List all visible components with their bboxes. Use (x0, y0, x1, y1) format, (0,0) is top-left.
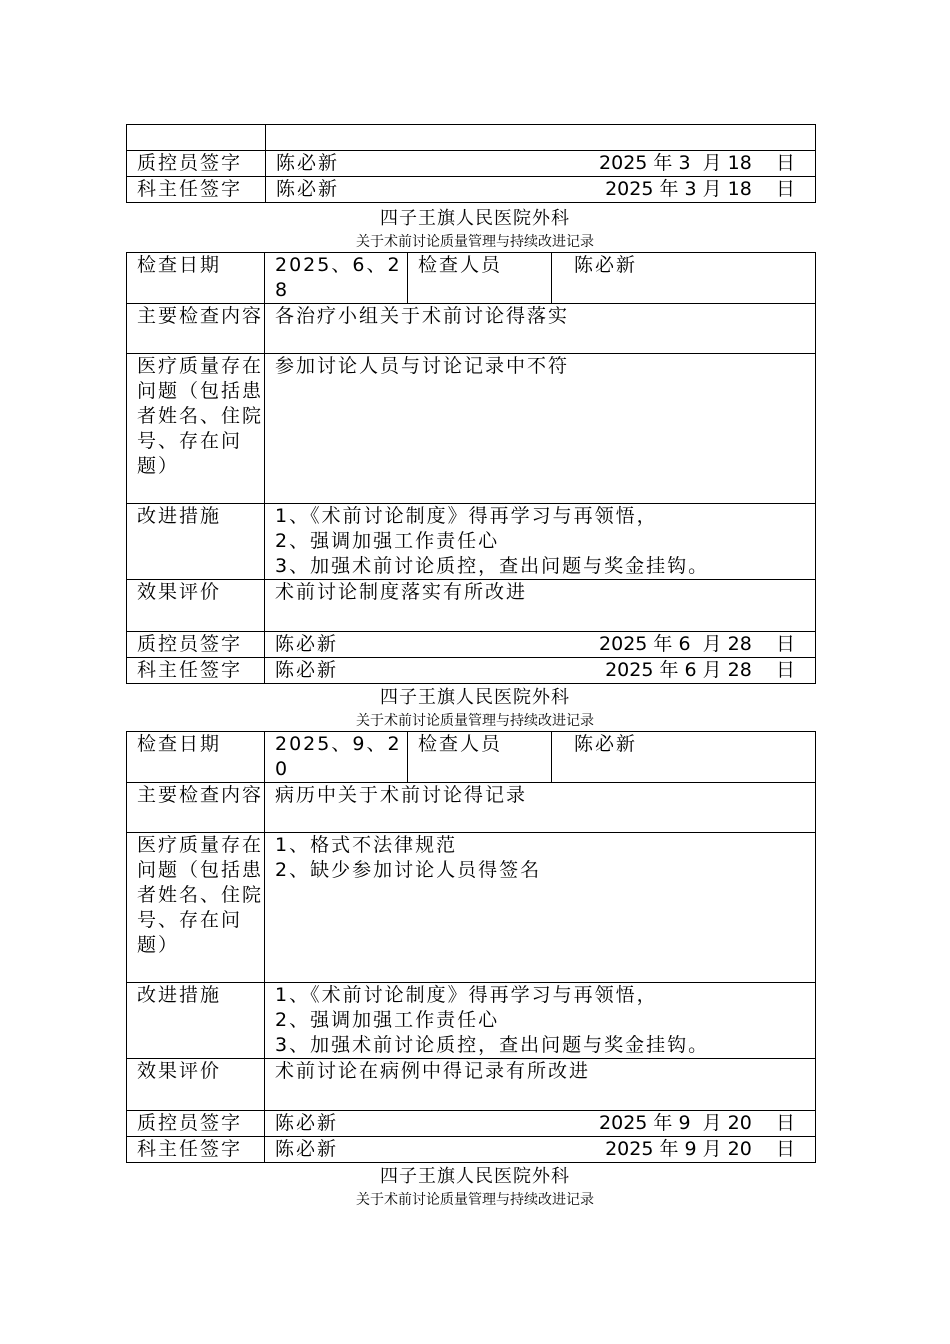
director-signature-cell (265, 1137, 816, 1163)
director-name: 陈必新 (275, 1138, 339, 1160)
measure-label: 改进措施 (127, 983, 265, 1059)
measure-line: 1、《术前讨论制度》得再学习与再领悟， (275, 984, 658, 1006)
record-subtitle: 关于术前讨论质量管理与持续改进记录 (356, 234, 594, 250)
qc-signature-label: 质控员签字 (127, 632, 265, 658)
director-signature-cell (265, 658, 816, 684)
effect-label: 效果评价 (127, 580, 265, 632)
qc-name: 陈必新 (275, 633, 339, 655)
director-date: 2025 年 9 月 20 日 (605, 1138, 795, 1160)
record-table-1 (126, 252, 816, 684)
problem-line: 参加讨论人员与讨论记录中不符 (275, 355, 570, 377)
measure-label: 改进措施 (127, 504, 265, 580)
effect-value: 术前讨论在病例中得记录有所改进 (265, 1059, 816, 1111)
date-label: 检查日期 (127, 732, 265, 783)
problem-label: 医疗质量存在问题（包括患者姓名、住院号、存在问题） (127, 354, 265, 504)
date-value: 2025、6、28 (265, 253, 408, 304)
empty-cell (127, 125, 266, 151)
qc-date: 2025 年 6 月 28 日 (599, 633, 795, 655)
hospital-title: 四子王旗人民医院外科 (380, 208, 570, 229)
content-label: 主要检查内容 (127, 304, 265, 354)
qc-name: 陈必新 (276, 152, 340, 174)
director-signature-label: 科主任签字 (127, 658, 265, 684)
measure-line: 1、《术前讨论制度》得再学习与再领悟， (275, 505, 658, 527)
record-subtitle: 关于术前讨论质量管理与持续改进记录 (356, 1192, 594, 1208)
record-subtitle: 关于术前讨论质量管理与持续改进记录 (356, 713, 594, 729)
content-value: 各治疗小组关于术前讨论得落实 (265, 304, 816, 354)
director-signature-label: 科主任签字 (127, 177, 266, 203)
director-name: 陈必新 (276, 178, 340, 200)
measure-line: 3、加强术前讨论质控，查出问题与奖金挂钩。 (275, 1034, 710, 1056)
content-label: 主要检查内容 (127, 783, 265, 833)
record-table-2 (126, 731, 816, 1163)
content-value: 病历中关于术前讨论得记录 (265, 783, 816, 833)
qc-date: 2025 年 3 月 18 日 (599, 152, 795, 174)
qc-signature-cell (265, 1111, 816, 1137)
effect-label: 效果评价 (127, 1059, 265, 1111)
problem-line: 2、缺少参加讨论人员得签名 (275, 859, 542, 881)
qc-signature-label: 质控员签字 (127, 1111, 265, 1137)
qc-date: 2025 年 9 月 20 日 (599, 1112, 795, 1134)
director-date: 2025 年 3 月 18 日 (605, 178, 795, 200)
qc-signature-cell (266, 151, 816, 177)
measure-value (265, 983, 816, 1059)
inspector-value: 陈必新 (552, 253, 816, 304)
date-label: 检查日期 (127, 253, 265, 304)
measure-line: 3、加强术前讨论质控，查出问题与奖金挂钩。 (275, 555, 710, 577)
hospital-title: 四子王旗人民医院外科 (380, 1166, 570, 1187)
problem-value (265, 354, 816, 504)
top-signature-table (126, 124, 816, 203)
problem-label: 医疗质量存在问题（包括患者姓名、住院号、存在问题） (127, 833, 265, 983)
measure-value (265, 504, 816, 580)
empty-cell (266, 125, 816, 151)
date-value: 2025、9、20 (265, 732, 408, 783)
measure-line: 2、强调加强工作责任心 (275, 530, 500, 552)
director-date: 2025 年 6 月 28 日 (605, 659, 795, 681)
measure-line: 2、强调加强工作责任心 (275, 1009, 500, 1031)
problem-value (265, 833, 816, 983)
director-signature-cell (266, 177, 816, 203)
inspector-label: 检查人员 (408, 253, 552, 304)
inspector-label: 检查人员 (408, 732, 552, 783)
qc-signature-label: 质控员签字 (127, 151, 266, 177)
director-name: 陈必新 (275, 659, 339, 681)
effect-value: 术前讨论制度落实有所改进 (265, 580, 816, 632)
director-signature-label: 科主任签字 (127, 1137, 265, 1163)
qc-name: 陈必新 (275, 1112, 339, 1134)
hospital-title: 四子王旗人民医院外科 (380, 687, 570, 708)
inspector-value: 陈必新 (552, 732, 816, 783)
qc-signature-cell (265, 632, 816, 658)
problem-line: 1、格式不法律规范 (275, 834, 458, 856)
